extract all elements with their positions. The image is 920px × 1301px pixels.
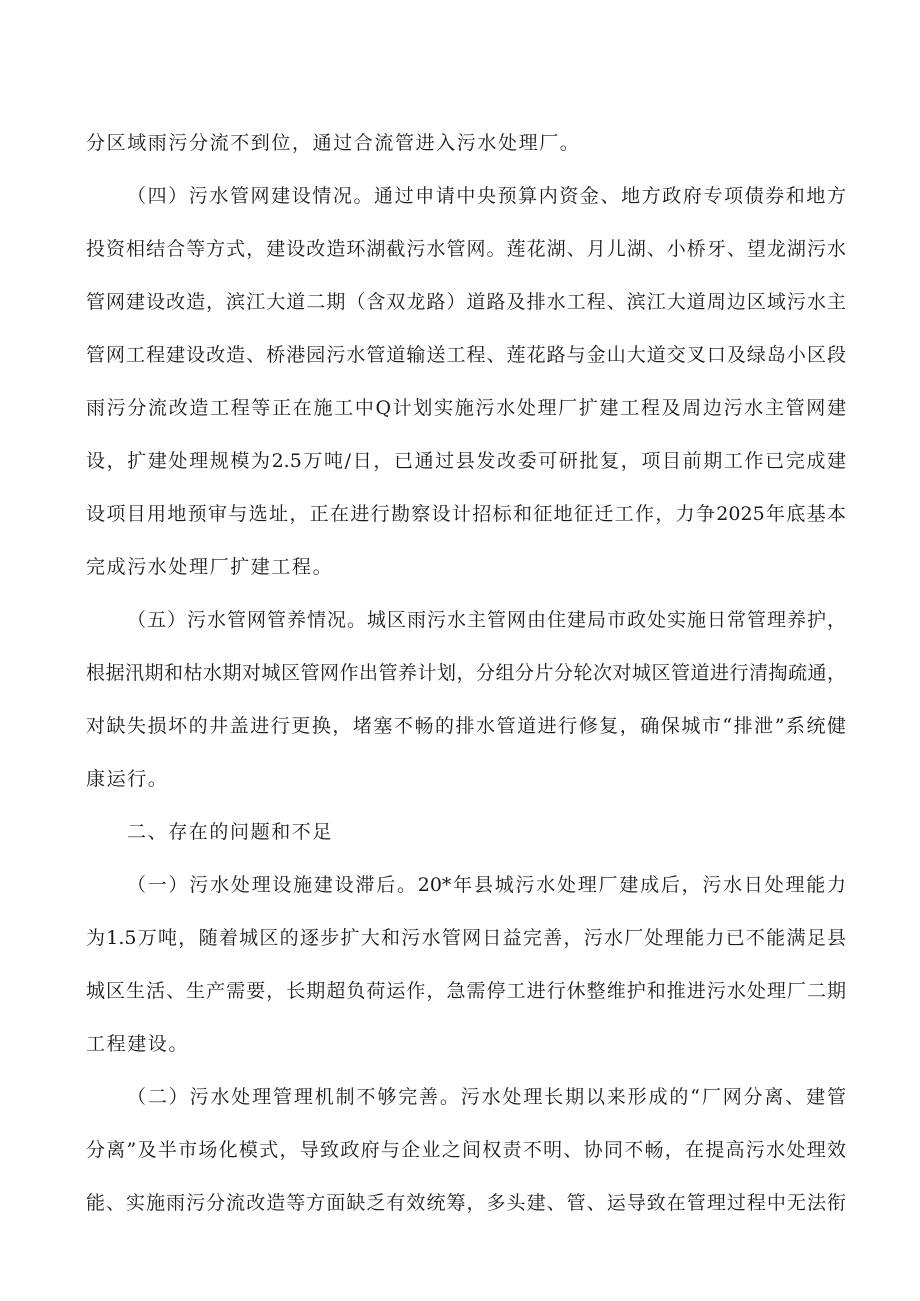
text-line: 雨污分流改造工程等正在施工中Q计划实施污水处理厂扩建工程及周边污水主管网建: [86, 397, 846, 419]
text-line: 为1.5万吨，随着城区的逐步扩大和污水管网日益完善，污水厂处理能力已不能满足县: [86, 927, 846, 949]
text-line: 设，扩建处理规模为2.5万吨/日，已通过县发改委可研批复，项目前期工作已完成建: [86, 450, 846, 472]
text-line: 管网工程建设改造、桥港园污水管道输送工程、莲花路与金山大道交叉口及绿岛小区段: [86, 344, 846, 366]
text-line: 分离”及半市场化模式，导致政府与企业之间权责不明、协同不畅，在提高污水处理效: [86, 1139, 846, 1161]
text-line: 能、实施雨污分流改造等方面缺乏有效统筹，多头建、管、运导致在管理过程中无法衔: [86, 1192, 846, 1214]
text-line: （一）污水处理设施建设滞后。20*年县城污水处理厂建成后，污水日处理能力: [127, 874, 846, 896]
text-line: 设项目用地预审与选址，正在进行勘察设计招标和征地征迁工作，力争2025年底基本: [86, 503, 846, 525]
text-line: 对缺失损坏的井盖进行更换，堵塞不畅的排水管道进行修复，确保城市“排泄”系统健: [86, 715, 846, 737]
text-line: （四）污水管网建设情况。通过申请中央预算内资金、地方政府专项债券和地方: [127, 185, 846, 207]
section-heading: 二、存在的问题和不足: [127, 821, 334, 843]
text-line: 管网建设改造，滨江大道二期（含双龙路）道路及排水工程、滨江大道周边区域污水主: [86, 291, 846, 313]
text-line: 根据汛期和枯水期对城区管网作出管养计划，分组分片分轮次对城区管道进行清掏疏通，: [86, 662, 846, 684]
text-line: 完成污水处理厂扩建工程。: [86, 556, 334, 578]
text-line: 工程建设。: [86, 1033, 190, 1055]
text-line: 分区域雨污分流不到位，通过合流管进入污水处理厂。: [86, 132, 581, 154]
text-line: （五）污水管网管养情况。城区雨污水主管网由住建局市政处实施日常管理养护，: [127, 609, 846, 631]
text-line: 城区生活、生产需要，长期超负荷运作，急需停工进行休整维护和推进污水处理厂二期: [86, 980, 846, 1002]
text-line: 康运行。: [86, 768, 169, 790]
text-line: （二）污水处理管理机制不够完善。污水处理长期以来形成的“厂网分离、建管: [127, 1086, 846, 1108]
text-line: 投资相结合等方式，建设改造环湖截污水管网。莲花湖、月儿湖、小桥牙、望龙湖污水: [86, 238, 846, 260]
